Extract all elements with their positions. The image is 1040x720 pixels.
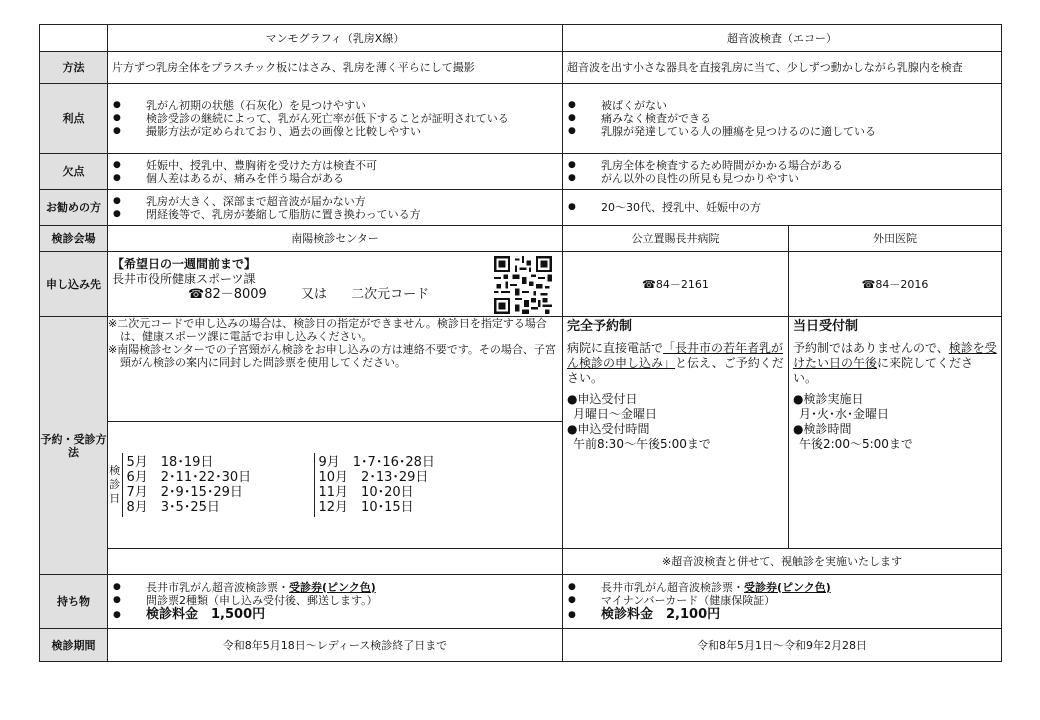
recommend-ultrasound [563, 190, 1002, 226]
list-item: ● 被ばくがない [567, 99, 997, 112]
schedule-left [122, 453, 314, 517]
list-item: ● 問診票2種類（申し込み受付後、郵送します。） [112, 594, 558, 607]
apply-qr-label: 二次元コード [351, 286, 430, 302]
reserve-text: 病院に直接電話で [567, 341, 664, 355]
list-item: ● 長井市乳がん超音波検診票・受診券(ピンク色) [112, 581, 558, 594]
label-demerit: 欠点 [40, 154, 108, 190]
schedule-date: 12月 10･15日 [318, 500, 414, 515]
label-bring: 持ち物 [40, 575, 108, 629]
apply-phone[interactable]: ☎82－8009 [188, 286, 267, 302]
reserve-nagai-hospital [563, 317, 789, 549]
reserve-text: に来院してください。 [793, 356, 974, 385]
schedule-date: 10月 2･13･29日 [318, 470, 429, 485]
merit-ultrasound [563, 84, 1002, 154]
label-apply: 申し込み先 [40, 252, 108, 317]
list-item: ● 閉経後等で、乳房が萎縮して脂肪に置き換わっている方 [112, 208, 558, 221]
comparison-sheet [39, 24, 1002, 662]
reserve-item: 午後2:00～5:00まで [799, 437, 913, 451]
header-mammography: マンモグラフィ（乳房X線） [108, 25, 563, 52]
qr-code-icon[interactable] [492, 256, 554, 314]
list-item: ● 検診受診の継続によって、乳がん死亡率が低下することが証明されている [112, 112, 558, 125]
schedule-label: 検診日 [109, 464, 121, 505]
reserve-type-sameday: 当日受付制 [793, 319, 859, 334]
apply-sotoda-clinic-phone[interactable]: ☎84－2016 [789, 252, 1002, 317]
reserve-item: ●検診時間 [793, 422, 852, 436]
list-item: ● 撮影方法が定められており、過去の画像と比較しやすい [112, 125, 558, 138]
list-item: ● 乳房全体を検査するため時間がかかる場合がある [567, 159, 997, 172]
label-period: 検診期間 [40, 629, 108, 662]
demerit-ultrasound [563, 154, 1002, 190]
method-ultrasound: 超音波を出す小さな器具を直接乳房に当て、少しずつ動かしながら乳腺内を検査 [563, 52, 1002, 84]
list-item: ● 20～30代、授乳中、妊娠中の方 [567, 201, 997, 214]
schedule-date: 7月 2･9･15･29日 [126, 485, 243, 500]
label-method: 方法 [40, 52, 108, 84]
list-item: ● 個人差はあるが、痛みを伴う場合がある [112, 172, 558, 185]
period-ultrasound: 令和8年5月1日～令和9年2月28日 [563, 629, 1002, 662]
list-item: ● 検診料金 2,100円 [567, 607, 997, 623]
label-venue: 検診会場 [40, 226, 108, 252]
list-item: ● 痛みなく検査ができる [567, 112, 997, 125]
schedule-cell [108, 422, 563, 549]
reserve-item: ●申込受付時間 [567, 422, 650, 436]
schedule-date: 8月 3･5･25日 [126, 500, 220, 515]
reserve-item: 月曜日～金曜日 [573, 407, 658, 421]
venue-sotoda-clinic: 外田医院 [789, 226, 1002, 252]
period-mammography: 令和8年5月18日～レディース検診終了日まで [108, 629, 563, 662]
reserve-note-1: ※二次元コードで申し込みの場合は、検診日の指定ができません。検診日を指定する場合は、健康スポーツ課に電話でお申し込みください。 [108, 317, 547, 343]
merit-mammography [108, 84, 563, 154]
reserve-item: 午前8:30～午後5:00まで [573, 437, 711, 451]
apply-deadline: 【希望日の一週間前まで】 [112, 256, 257, 271]
list-item: ● 妊娠中、授乳中、豊胸術を受けた方は検査不可 [112, 159, 558, 172]
venue-nagai-hospital: 公立置賜長井病院 [563, 226, 789, 252]
bring-mammography [108, 575, 563, 629]
list-item: ● 乳腺が発達している人の腫瘍を見つけるのに適している [567, 125, 997, 138]
label-merit: 利点 [40, 84, 108, 154]
reserve-item: ●申込受付日 [567, 392, 638, 406]
method-mammography: 片方ずつ乳房全体をプラスチック板にはさみ、乳房を薄く平らにして撮影 [108, 52, 563, 84]
apply-nagai-hospital-phone[interactable]: ☎84－2161 [563, 252, 789, 317]
reserve-sotoda-clinic [789, 317, 1002, 549]
list-item: ● マイナンバーカード（健康保険証） [567, 594, 997, 607]
venue-nanyo: 南陽検診センター [108, 226, 563, 252]
schedule-date: 5月 18･19日 [126, 455, 214, 470]
reserve-left-blank [108, 549, 563, 575]
list-item: ● 乳房が大きく、深部まで超音波が届かない方 [112, 195, 558, 208]
apply-department: 長井市役所健康スポーツ課 [112, 271, 256, 286]
reserve-text: と伝え、ご予約ください。 [567, 356, 784, 385]
reserve-item: ●検診実施日 [793, 392, 864, 406]
schedule-date: 6月 2･11･22･30日 [126, 470, 252, 485]
reserve-note-2: ※南陽検診センターでの子宮頸がん検診をお申し込みの方は連絡不要です。その場合、子宮頸がん検診の案内に同封した問診票を使用してください。 [108, 343, 556, 369]
recommend-mammography [108, 190, 563, 226]
apply-or-text: 又は [300, 286, 327, 302]
reserve-text-underlined: 「長井市の若年者乳がん検診の申し込み」 [567, 341, 784, 370]
schedule-table [108, 453, 562, 517]
apply-mammography [108, 252, 563, 317]
reserve-item: 月･火･水･金曜日 [799, 407, 890, 421]
bring-ultrasound [563, 575, 1002, 629]
reserve-text-underlined: 検診を受けたい日の午後 [793, 341, 997, 370]
reserve-text: 予約制ではありませんので、 [793, 341, 949, 355]
corner-cell [40, 25, 108, 52]
header-ultrasound: 超音波検査（エコー） [563, 25, 1002, 52]
schedule-date: 9月 1･7･16･28日 [318, 455, 435, 470]
list-item: ● がん以外の良性の所見も見つかりやすい [567, 172, 997, 185]
schedule-date: 11月 10･20日 [318, 485, 414, 500]
schedule-right [314, 453, 562, 517]
comparison-table [39, 24, 1002, 662]
label-recommend: お勧めの方 [40, 190, 108, 226]
reserve-notes [108, 317, 563, 422]
list-item: ● 検診料金 1,500円 [112, 607, 558, 623]
list-item: ● 乳がん初期の状態（石灰化）を見つけやすい [112, 99, 558, 112]
list-item: ● 長井市乳がん超音波検診票・受診券(ピンク色) [567, 581, 997, 594]
reserve-type-full: 完全予約制 [567, 319, 633, 334]
label-reserve: 予約・受診方法 [40, 317, 108, 575]
reserve-ultrasound-note: ※超音波検査と併せて、視触診を実施いたします [563, 549, 1002, 575]
demerit-mammography [108, 154, 563, 190]
